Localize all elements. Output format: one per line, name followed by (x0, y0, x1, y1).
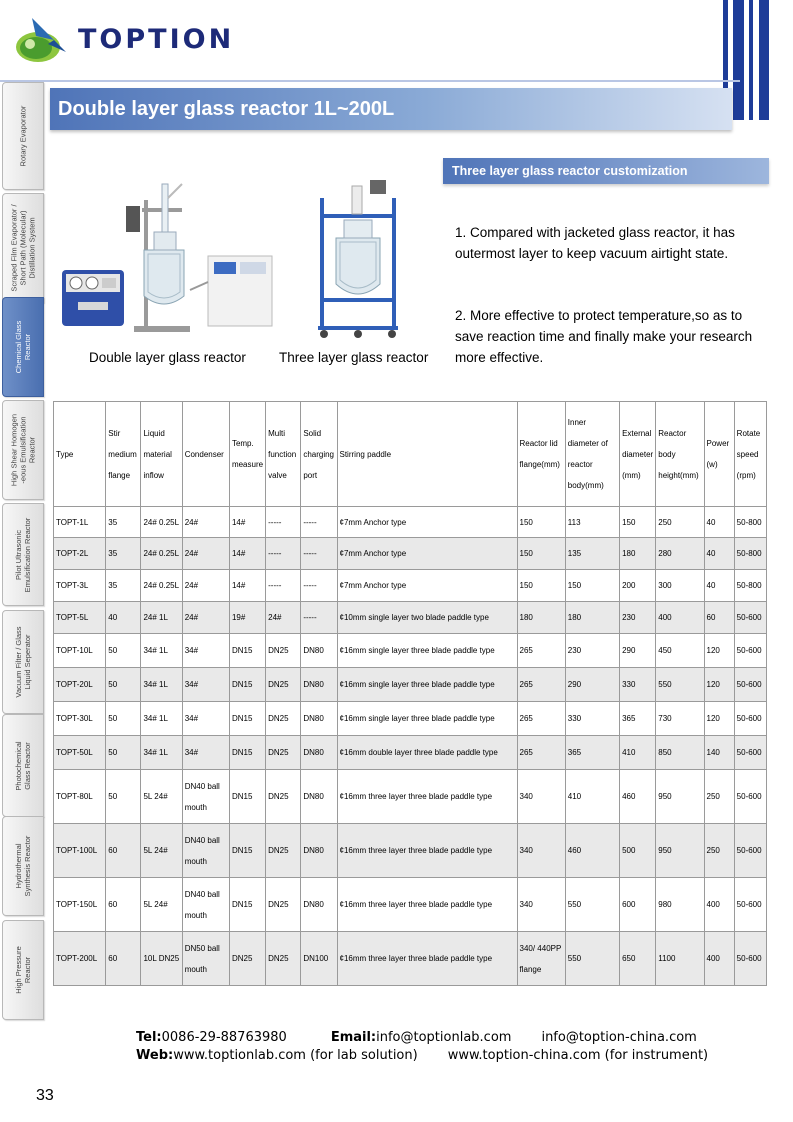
header-text: (mm) (622, 470, 641, 480)
table-cell: 5L 24# (141, 770, 182, 824)
table-row (54, 878, 767, 932)
table-cell: ¢16mm single layer three blade paddle type (337, 702, 517, 736)
sidebar-tab-emulsification-reactor[interactable] (2, 400, 44, 500)
table-cell: 330 (620, 668, 656, 702)
table-cell: TOPT-50L (54, 736, 106, 770)
table-cell: DN80 (301, 878, 337, 932)
footer-email-2[interactable]: info@toption-china.com (541, 1030, 697, 1045)
table-cell: TOPT-100L (54, 824, 106, 878)
table-cell: 50 (106, 634, 141, 668)
table-cell: DN25 (266, 932, 301, 986)
table-cell: ¢10mm single layer two blade paddle type (337, 602, 517, 634)
header-text: (rpm) (736, 470, 756, 480)
double-layer-caption: Double layer glass reactor (89, 350, 246, 365)
header-text: flange (108, 470, 131, 480)
table-cell: DN80 (301, 702, 337, 736)
header-text: Rotate (736, 428, 761, 438)
table-cell: ----- (266, 538, 301, 570)
table-cell: 730 (656, 702, 704, 736)
header-text: Multi (268, 428, 286, 438)
table-cell: 34# (182, 668, 229, 702)
header-text: reactor (567, 460, 593, 469)
table-cell: 34# (182, 634, 229, 668)
table-cell: 40 (106, 602, 141, 634)
header-text: Reactor (658, 428, 687, 438)
header-divider (0, 80, 740, 82)
table-cell: DN80 (301, 736, 337, 770)
table-cell: 24# 0.25L (141, 538, 182, 570)
table-cell: DN25 (266, 702, 301, 736)
header-text: Inner (567, 418, 586, 427)
table-cell: 60 (106, 824, 141, 878)
header-text: body (658, 449, 676, 459)
header-text: charging (303, 449, 334, 459)
table-cell: 980 (656, 878, 704, 932)
table-cell: 450 (656, 634, 704, 668)
table-cell: ¢16mm three layer three blade paddle type (337, 878, 517, 932)
company-logo (10, 14, 70, 66)
table-cell: 14# (229, 570, 265, 602)
table-cell: ¢7mm Anchor type (337, 507, 517, 538)
description-point-2: 2. More effective to protect temperature,so as to save reaction time and finally make your research more effective. (455, 308, 753, 365)
table-cell: 50 (106, 668, 141, 702)
table-cell: DN40 ball mouth (182, 824, 229, 878)
sidebar-tab-label: High Shear Homogen -eous Emulsification Reactor (9, 413, 37, 487)
table-cell: 280 (656, 538, 704, 570)
header-text: diameter (622, 449, 654, 459)
table-cell: DN80 (301, 824, 337, 878)
table-header-cell (301, 402, 337, 507)
page-title: Double layer glass reactor 1L~200L (58, 98, 395, 120)
table-header-cell (337, 402, 517, 507)
table-cell: 120 (704, 702, 734, 736)
table-cell: 200 (620, 570, 656, 602)
table-cell: ¢16mm three layer three blade paddle type (337, 824, 517, 878)
header-text: medium (108, 449, 137, 459)
table-cell: DN15 (229, 634, 265, 668)
table-header-cell (734, 402, 766, 507)
table-cell: TOPT-5L (54, 602, 106, 634)
table-cell: 120 (704, 668, 734, 702)
header-text: Reactor lid (519, 439, 558, 448)
table-cell: 35 (106, 507, 141, 538)
header-text: Liquid (143, 428, 165, 438)
table-cell: 340/ 440PP flange (517, 932, 565, 986)
table-header-cell (704, 402, 734, 507)
table-cell: 410 (620, 736, 656, 770)
header-text: diameter of (567, 439, 608, 448)
sidebar-tab-label: Scraped Film Evaporator / Short Path (Molecular) Distillation System (9, 204, 37, 292)
table-cell: 50-800 (734, 538, 766, 570)
table-cell: 550 (656, 668, 704, 702)
table-row (54, 932, 767, 986)
table-cell: ¢16mm three layer three blade paddle type (337, 932, 517, 986)
table-cell: 34# 1L (141, 634, 182, 668)
table-cell: 140 (704, 736, 734, 770)
email-label: Email: (330, 1030, 377, 1045)
table-cell: 50-800 (734, 570, 766, 602)
table-cell: 340 (517, 824, 565, 878)
table-cell: DN25 (266, 824, 301, 878)
header-text: flange(mm) (519, 460, 560, 469)
table-cell: 24# 1L (141, 602, 182, 634)
table-cell: DN25 (266, 634, 301, 668)
table-cell: 290 (620, 634, 656, 668)
table-cell: 250 (704, 824, 734, 878)
table-cell: 50-600 (734, 736, 766, 770)
table-cell: ----- (266, 507, 301, 538)
table-cell: 850 (656, 736, 704, 770)
header-text: valve (268, 470, 287, 480)
table-header-cell (620, 402, 656, 507)
footer-contact-line-2 (136, 1048, 708, 1063)
table-cell: DN15 (229, 824, 265, 878)
table-cell: 330 (565, 702, 619, 736)
table-row (54, 824, 767, 878)
table-cell: 60 (106, 932, 141, 986)
footer-phone: 0086-29-88763980 (161, 1030, 287, 1045)
header-text: Condenser (184, 449, 224, 459)
table-cell: TOPT-10L (54, 634, 106, 668)
sidebar-tab-label: Chemical Glass Reactor (14, 320, 32, 374)
table-cell: 950 (656, 770, 704, 824)
table-row (54, 634, 767, 668)
header-text: Type (56, 449, 74, 459)
header-text: Power (706, 439, 730, 448)
table-cell: 365 (565, 736, 619, 770)
table-cell: 265 (517, 634, 565, 668)
table-cell: 460 (565, 824, 619, 878)
table-cell: 40 (704, 570, 734, 602)
table-cell: 50 (106, 702, 141, 736)
table-row (54, 770, 767, 824)
sidebar-tab-label: Pilot Ultrasonic Emulsification Reactor (14, 517, 32, 592)
table-header-row (54, 402, 767, 507)
table-cell: ----- (301, 570, 337, 602)
table-cell: 24# (182, 538, 229, 570)
table-cell: DN40 ball mouth (182, 770, 229, 824)
brand-name: TOPTION (78, 24, 235, 55)
table-cell: 365 (620, 702, 656, 736)
table-cell: 650 (620, 932, 656, 986)
table-cell: DN40 ball mouth (182, 878, 229, 932)
sidebar-tab-high-pressure-reactor[interactable] (2, 920, 44, 1020)
table-cell: 250 (704, 770, 734, 824)
sidebar-tab-vacuum-filter[interactable] (2, 610, 44, 714)
header-text: port (303, 470, 318, 480)
header-text: material (143, 449, 172, 459)
web-label: Web: (136, 1048, 174, 1063)
header-text: Stir (108, 428, 121, 438)
table-cell: 50-600 (734, 932, 766, 986)
table-cell: 50-600 (734, 702, 766, 736)
table-cell: 230 (565, 634, 619, 668)
table-cell: ¢16mm single layer three blade paddle type (337, 668, 517, 702)
table-cell: TOPT-30L (54, 702, 106, 736)
sidebar-tab-label: Photochemical Glass Reactor (14, 740, 32, 791)
table-header-cell (266, 402, 301, 507)
sidebar-tab-label: Vacuum Filter / Glass Liquid Seperator (14, 626, 32, 698)
table-cell: 410 (565, 770, 619, 824)
table-cell: TOPT-3L (54, 570, 106, 602)
table-cell: 150 (517, 538, 565, 570)
three-layer-reactor-image (312, 180, 404, 340)
table-cell: DN80 (301, 634, 337, 668)
footer-contact-line-1 (136, 1030, 697, 1045)
table-cell: TOPT-20L (54, 668, 106, 702)
table-cell: 265 (517, 702, 565, 736)
table-cell: 34# 1L (141, 702, 182, 736)
footer-website-2[interactable]: www.toption-china.com (for instrument) (447, 1048, 709, 1063)
table-cell: 14# (229, 507, 265, 538)
sidebar-tab-ultrasonic-reactor[interactable] (2, 503, 44, 606)
table-cell: 340 (517, 770, 565, 824)
table-cell: 950 (656, 824, 704, 878)
table-cell: ¢16mm double layer three blade paddle type (337, 736, 517, 770)
footer-website[interactable]: www.toptionlab.com (for lab solution) (173, 1048, 418, 1063)
table-header-cell (182, 402, 229, 507)
table-cell: 5L 24# (141, 878, 182, 932)
table-cell: 180 (517, 602, 565, 634)
header-text: External (622, 428, 652, 438)
table-row (54, 702, 767, 736)
header-text: function (268, 449, 297, 459)
header-text: inflow (143, 470, 164, 480)
table-cell: DN15 (229, 702, 265, 736)
table-cell: 180 (565, 602, 619, 634)
table-cell: 50-600 (734, 824, 766, 878)
table-cell: 230 (620, 602, 656, 634)
table-cell: 34# 1L (141, 736, 182, 770)
table-cell: 400 (704, 878, 734, 932)
sidebar-tab-short-path-distillation[interactable] (2, 193, 44, 303)
table-cell: 50-600 (734, 770, 766, 824)
table-cell: DN25 (266, 770, 301, 824)
table-cell: 1100 (656, 932, 704, 986)
table-cell: 14# (229, 538, 265, 570)
table-cell: DN25 (266, 736, 301, 770)
table-cell: 113 (565, 507, 619, 538)
table-cell: 250 (656, 507, 704, 538)
table-cell: DN25 (229, 932, 265, 986)
table-header-cell (565, 402, 619, 507)
table-cell: DN15 (229, 770, 265, 824)
table-cell: 500 (620, 824, 656, 878)
table-cell: 34# (182, 702, 229, 736)
table-cell: 34# (182, 736, 229, 770)
table-cell: ----- (266, 570, 301, 602)
table-cell: 150 (517, 507, 565, 538)
table-cell: 550 (565, 932, 619, 986)
table-cell: 150 (517, 570, 565, 602)
table-cell: DN15 (229, 736, 265, 770)
table-cell: 35 (106, 538, 141, 570)
table-cell: 60 (704, 602, 734, 634)
table-cell: ----- (301, 602, 337, 634)
sidebar-tab-photochemical-reactor[interactable] (2, 714, 44, 817)
table-cell: 300 (656, 570, 704, 602)
table-cell: 340 (517, 878, 565, 932)
table-header-cell (106, 402, 141, 507)
table-cell: ¢16mm three layer three blade paddle type (337, 770, 517, 824)
table-cell: 180 (620, 538, 656, 570)
table-cell: DN15 (229, 878, 265, 932)
table-cell: 50-600 (734, 634, 766, 668)
table-header-cell (517, 402, 565, 507)
header-text: height(mm) (658, 470, 699, 480)
table-header-cell (54, 402, 106, 507)
table-row (54, 668, 767, 702)
spec-table (53, 401, 767, 986)
header-text: (w) (706, 460, 718, 469)
table-cell: 19# (229, 602, 265, 634)
sidebar-tab-label: Hydrothermal Synthesis Reactor (14, 835, 32, 897)
table-cell: 265 (517, 736, 565, 770)
table-cell: 150 (565, 570, 619, 602)
table-cell: ¢16mm single layer three blade paddle type (337, 634, 517, 668)
header-text: body(mm) (567, 481, 604, 490)
table-row (54, 570, 767, 602)
description-point-1: 1. Compared with jacketed glass reactor, it has outermost layer to keep vacuum airtight state. (455, 225, 735, 261)
page-title-bar (50, 88, 732, 130)
table-cell: 24# (182, 602, 229, 634)
table-cell: 265 (517, 668, 565, 702)
table-cell: 5L 24# (141, 824, 182, 878)
table-cell: DN15 (229, 668, 265, 702)
table-cell: TOPT-1L (54, 507, 106, 538)
table-cell: 35 (106, 570, 141, 602)
table-cell: 400 (704, 932, 734, 986)
three-layer-caption: Three layer glass reactor (279, 350, 429, 365)
table-cell: 400 (656, 602, 704, 634)
sidebar-tab-chemical-glass-reactor[interactable] (2, 297, 44, 397)
table-cell: 550 (565, 878, 619, 932)
table-cell: 50 (106, 736, 141, 770)
table-cell: DN80 (301, 770, 337, 824)
table-cell: 24# 0.25L (141, 570, 182, 602)
table-cell: 50-600 (734, 878, 766, 932)
table-cell: 34# 1L (141, 668, 182, 702)
table-cell: 24# (266, 602, 301, 634)
table-cell: DN50 ball mouth (182, 932, 229, 986)
table-cell: ¢7mm Anchor type (337, 538, 517, 570)
table-cell: DN80 (301, 668, 337, 702)
table-cell: 600 (620, 878, 656, 932)
table-cell: ----- (301, 538, 337, 570)
table-cell: 150 (620, 507, 656, 538)
table-header-cell (141, 402, 182, 507)
subtitle: Three layer glass reactor customization (452, 164, 688, 178)
sidebar-tab-label: Rotary Evaporator (18, 105, 28, 167)
double-layer-reactor-image (58, 178, 278, 343)
table-cell: 290 (565, 668, 619, 702)
table-cell: 50 (106, 770, 141, 824)
table-row (54, 507, 767, 538)
table-cell: 50-600 (734, 668, 766, 702)
table-cell: 135 (565, 538, 619, 570)
header-text: Solid (303, 428, 322, 438)
table-cell: TOPT-80L (54, 770, 106, 824)
header-text: Stirring paddle (339, 449, 392, 459)
page-number: 33 (36, 1087, 54, 1104)
sidebar-tab-label: High Pressure Reactor (14, 946, 32, 994)
table-cell: 40 (704, 507, 734, 538)
table-cell: 24# 0.25L (141, 507, 182, 538)
table-cell: 120 (704, 634, 734, 668)
table-cell: 24# (182, 507, 229, 538)
table-cell: TOPT-200L (54, 932, 106, 986)
table-cell: ¢7mm Anchor type (337, 570, 517, 602)
footer-email[interactable]: info@toptionlab.com (376, 1030, 512, 1045)
header-text: Temp. (231, 439, 254, 448)
table-header-cell (656, 402, 704, 507)
subtitle-bar (443, 158, 769, 184)
table-cell: 50-800 (734, 507, 766, 538)
table-cell: TOPT-2L (54, 538, 106, 570)
header-text: measure (231, 460, 264, 469)
table-cell: TOPT-150L (54, 878, 106, 932)
table-row (54, 538, 767, 570)
table-cell: 60 (106, 878, 141, 932)
table-cell: 40 (704, 538, 734, 570)
table-cell: DN25 (266, 668, 301, 702)
table-cell: DN25 (266, 878, 301, 932)
table-row (54, 736, 767, 770)
sidebar-tab-hydrothermal-reactor[interactable] (2, 816, 44, 916)
table-cell: ----- (301, 507, 337, 538)
table-row (54, 602, 767, 634)
tel-label: Tel: (136, 1030, 162, 1045)
table-cell: 50-600 (734, 602, 766, 634)
table-cell: 24# (182, 570, 229, 602)
header-text: speed (736, 449, 759, 459)
table-cell: DN100 (301, 932, 337, 986)
table-header-cell (229, 402, 265, 507)
sidebar-tab-rotary-evaporator[interactable] (2, 82, 44, 190)
table-cell: 10L DN25 (141, 932, 182, 986)
table-cell: 460 (620, 770, 656, 824)
